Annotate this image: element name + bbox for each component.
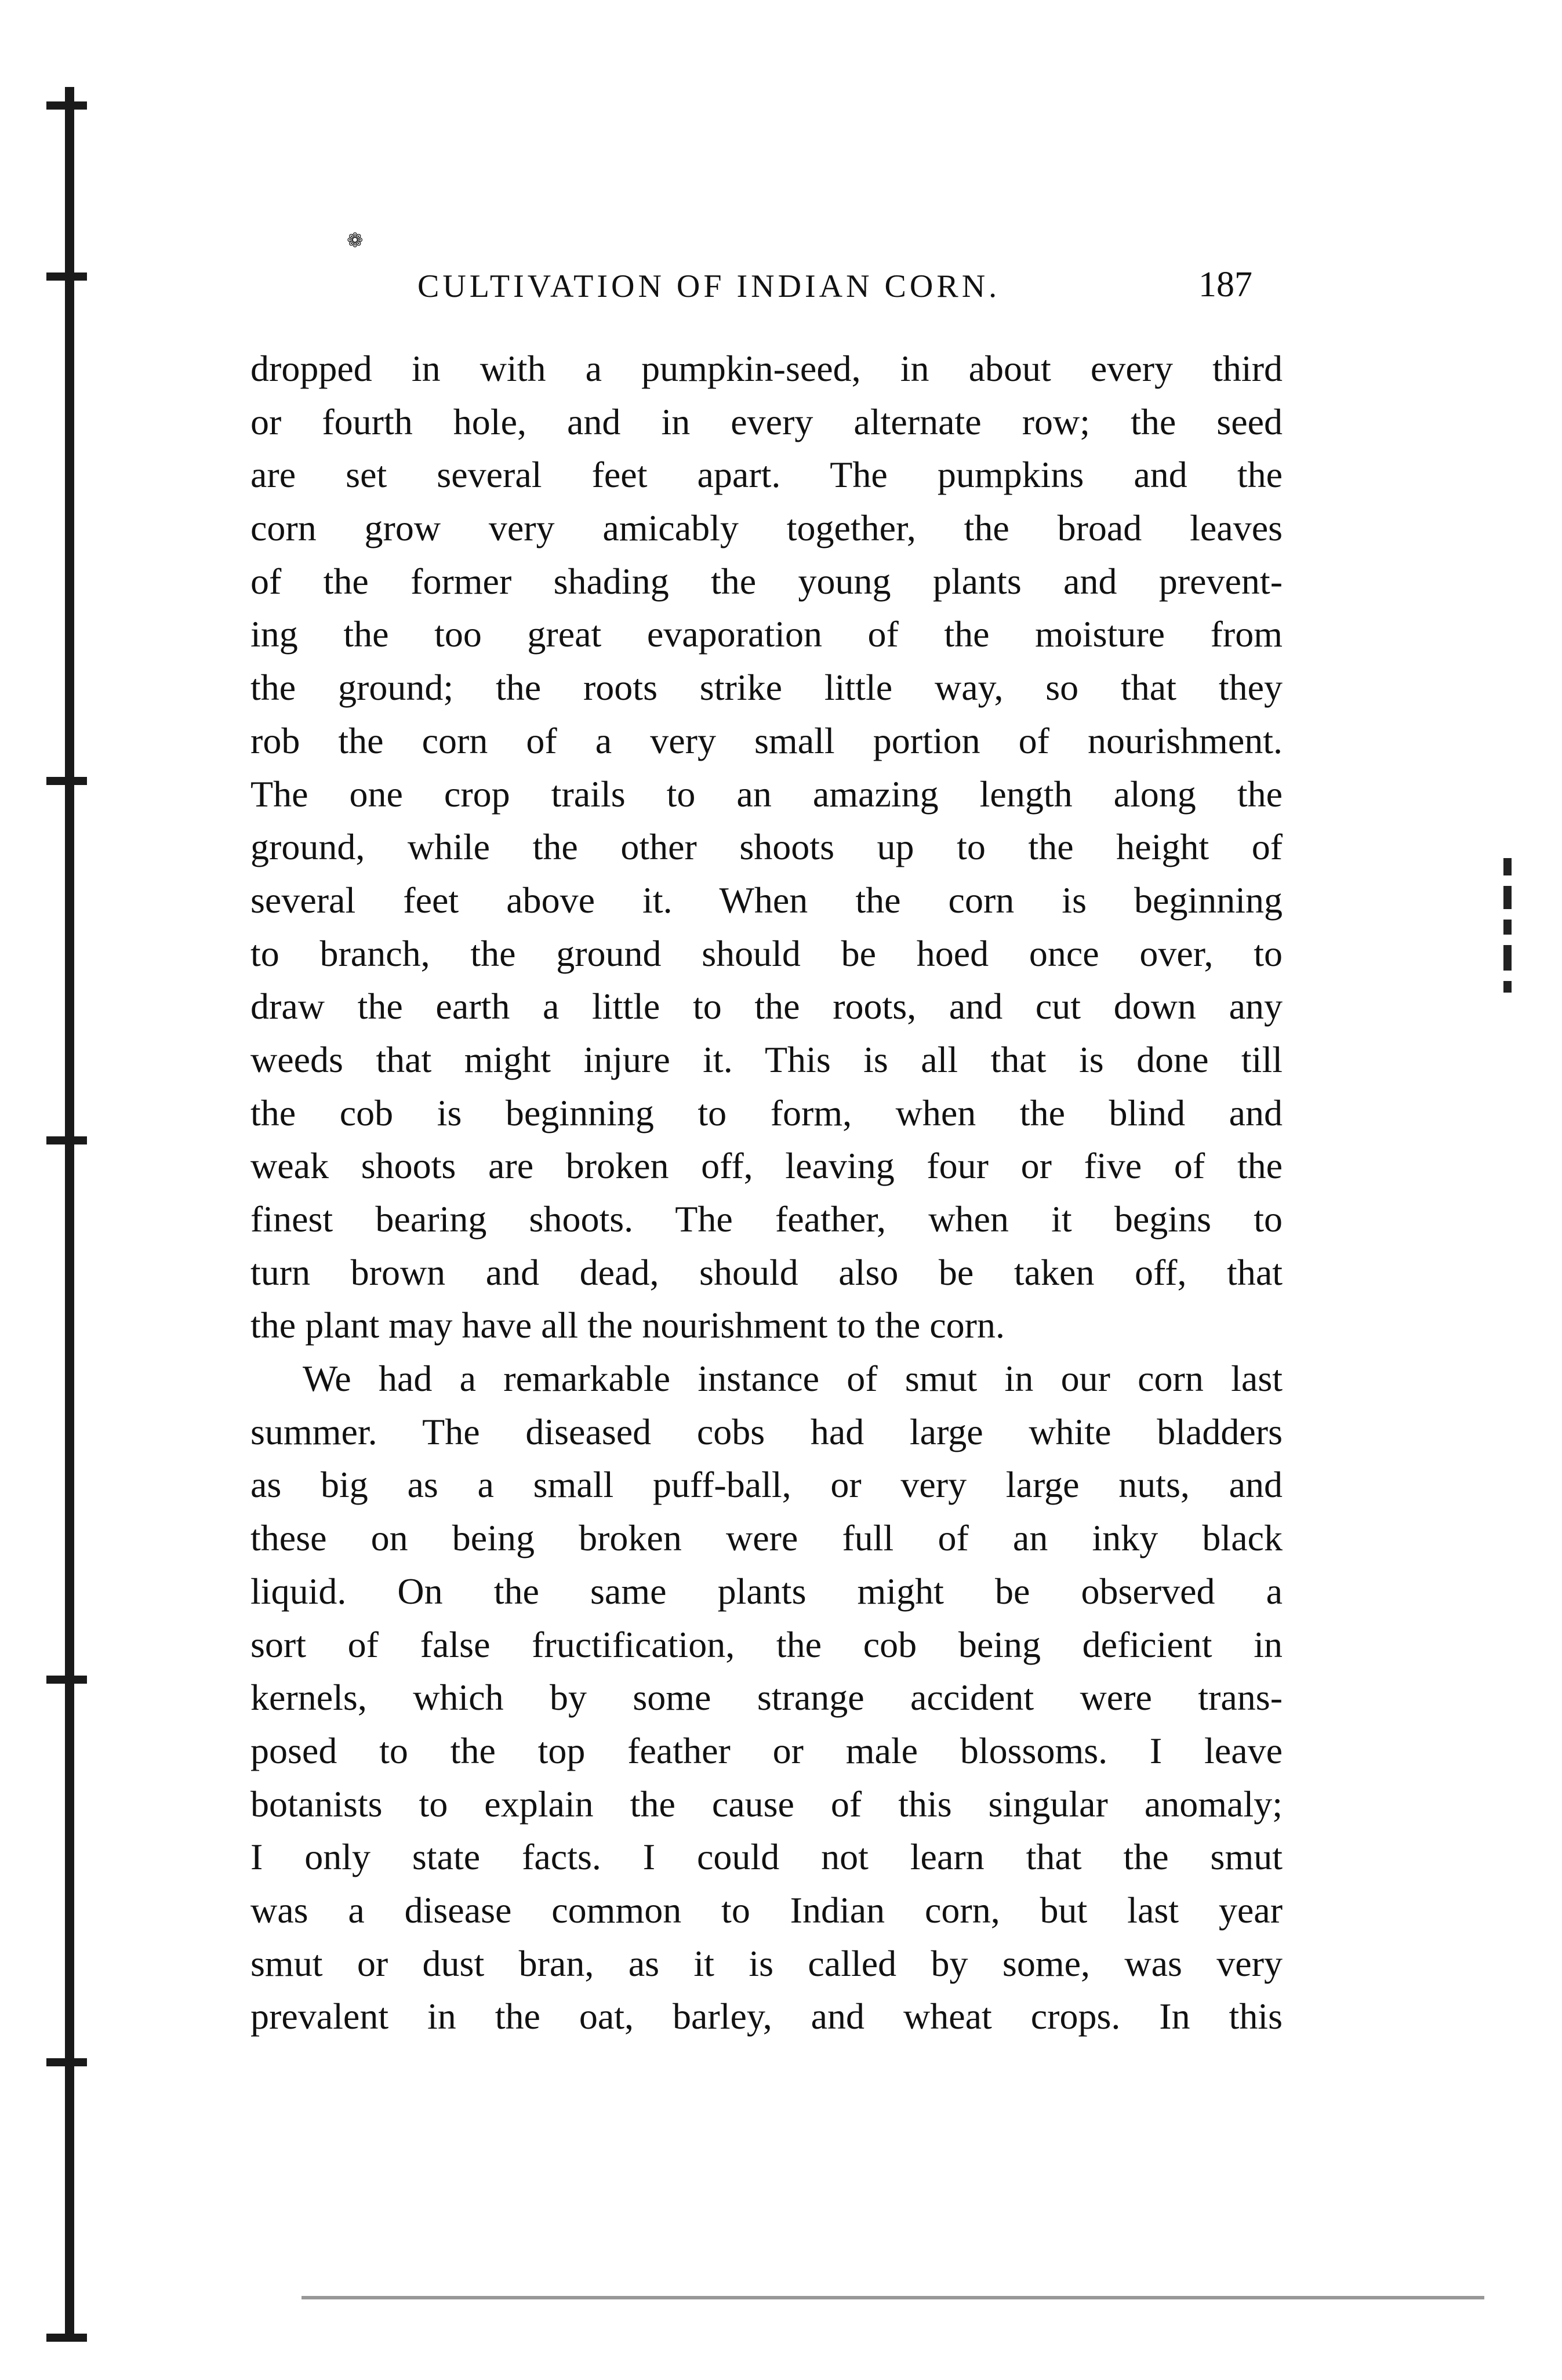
text-line: to branch, the ground should be hoed once over, to (250, 932, 1283, 974)
text-line: botanists to explain the cause of this singular anomaly; (250, 1783, 1283, 1825)
text-line: finest bearing shoots. The feather, when it begins to (250, 1198, 1283, 1240)
text-line: rob the corn of a very small portion of nourishment. (250, 720, 1283, 761)
text-line: dropped in with a pumpkin-seed, in about every third (250, 348, 1283, 389)
text-line: was a disease common to Indian corn, but last year (250, 1889, 1283, 1931)
text-line: We had a remarkable instance of smut in our corn last (303, 1358, 1283, 1400)
text-line: turn brown and dead, should also be taken off, that (250, 1251, 1283, 1293)
page-header (417, 265, 1252, 314)
text-line: or fourth hole, and in every alternate row; the seed (250, 401, 1283, 442)
text-line: the plant may have all the nourishment to the corn. (250, 1305, 1005, 1346)
text-line: weeds that might injure it. This is all that is done till (250, 1038, 1283, 1080)
scan-bottom-edge (301, 2296, 1484, 2299)
text-line: are set several feet apart. The pumpkins and the (250, 454, 1283, 496)
page-number: 187 (1198, 265, 1252, 304)
text-line: smut or dust bran, as it is called by some, was very (250, 1942, 1283, 1984)
text-line: as big as a small puff-ball, or very large nuts, and (250, 1464, 1283, 1506)
body-text (250, 342, 1283, 2043)
binding-edge-mark (46, 272, 87, 281)
text-line: draw the earth a little to the roots, and cut down any (250, 986, 1283, 1027)
binding-edge-mark (46, 2058, 87, 2066)
text-line: the ground; the roots strike little way, so that they (250, 667, 1283, 708)
text-line: liquid. On the same plants might be observed a (250, 1570, 1283, 1612)
text-line: I only state facts. I could not learn that the smut (250, 1836, 1283, 1878)
text-line: The one crop trails to an amazing length along the (250, 773, 1283, 815)
text-line: of the former shading the young plants and prevent- (250, 560, 1283, 602)
running-title: CULTIVATION OF INDIAN CORN. (417, 268, 1001, 304)
text-line: ground, while the other shoots up to the height of (250, 826, 1283, 868)
text-line: summer. The diseased cobs had large white bladders (250, 1411, 1283, 1452)
text-line: ing the too great evaporation of the moisture from (250, 613, 1283, 655)
printer-ornament-icon: ❁ (347, 230, 364, 252)
text-line: posed to the top feather or male blossoms. I leave (250, 1729, 1283, 1771)
text-line: these on being broken were full of an inky black (250, 1517, 1283, 1559)
binding-edge-mark (46, 777, 87, 785)
text-line: weak shoots are broken off, leaving four or five of the (250, 1145, 1283, 1187)
binding-edge-mark (46, 1136, 87, 1144)
binding-edge-mark (46, 1676, 87, 1684)
text-line: kernels, which by some strange accident were trans- (250, 1677, 1283, 1718)
text-line: several feet above it. When the corn is beginning (250, 879, 1283, 921)
binding-edge-mark (46, 2334, 87, 2342)
text-line: prevalent in the oat, barley, and wheat crops. In this (250, 1996, 1283, 2037)
text-line: sort of false fructification, the cob being deficient in (250, 1623, 1283, 1665)
binding-edge-mark (46, 101, 87, 110)
margin-scan-marks (1499, 858, 1516, 1009)
text-line: corn grow very amicably together, the broad leaves (250, 507, 1283, 549)
text-line: the cob is beginning to form, when the blind and (250, 1092, 1283, 1133)
binding-edge-rule (65, 87, 74, 2337)
